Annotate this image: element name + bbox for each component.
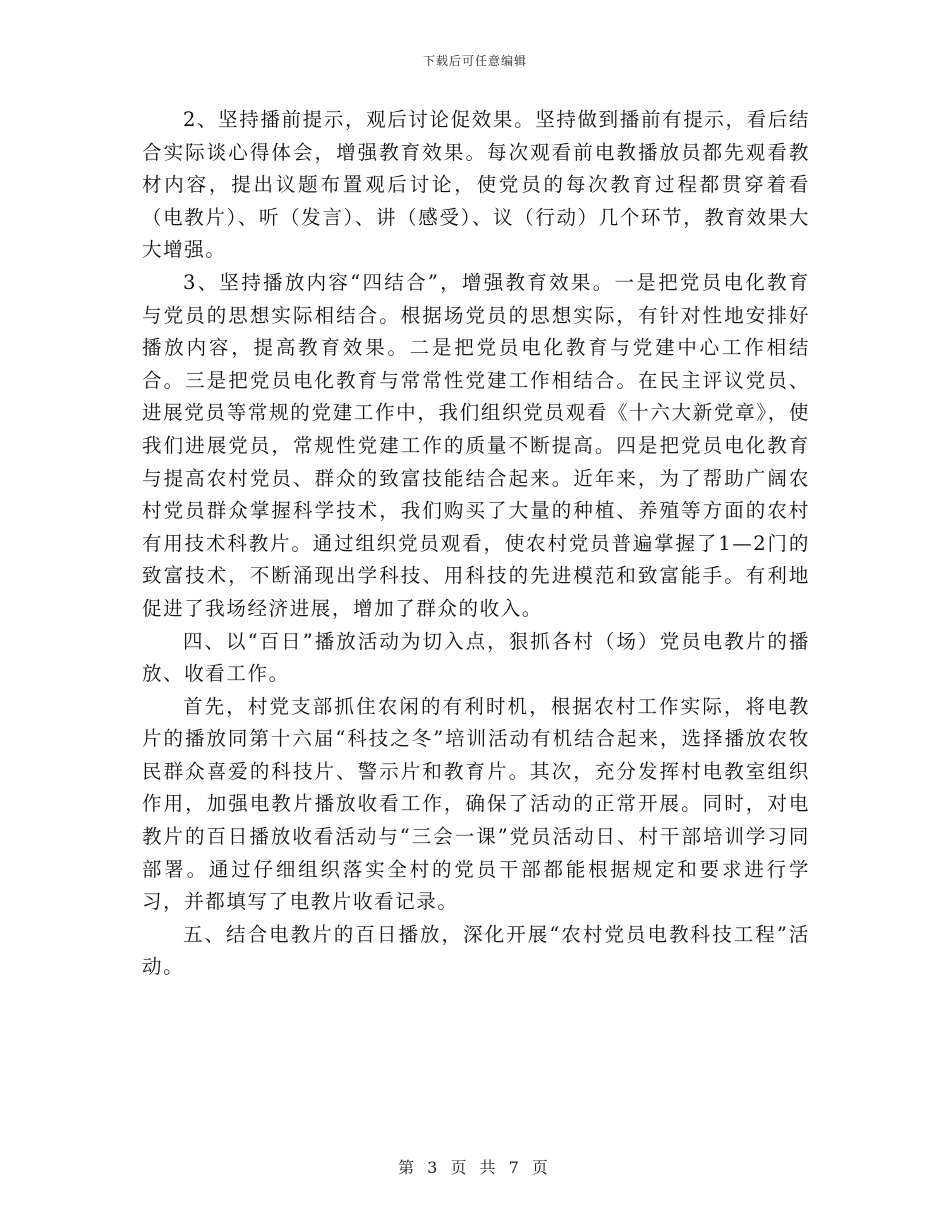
section-heading-5: 五、结合电教片的百日播放，深化开展“农村党员电教科技工程”活动。 — [142, 922, 810, 979]
paragraph-item-3: 3、坚持播放内容“四结合”，增强教育效果。一是把党员电化教育与党员的思想实际相结合。根据场党员的思想实际，有针对性地安排好播放内容，提高教育效果。二是把党员电化教育与党建中心工作相结合。三是把党员电化教育与常常性党建工作相结合。在民主评议党员、进展党员等常规的党建工作中，我们组织党员观看《十六大新党章》，使我们进展党员，常规性党建工作的质量不断提高。四是把党员电化教育与提高农村党员、群众的致富技能结合起来。近年来，为了帮助广阔农村党员群众掌握科学技术，我们购买了大量的种植、养殖等方面的农村有用技术科教片。通过组织党员观看，使农村党员普遍掌握了1—2门的致富技术，不断涌现出学科技、用科技的先进模范和致富能手。有利地促进了我场经济进展，增加了群众的收入。 — [142, 270, 810, 620]
header-note: 下载后可任意编辑 — [422, 54, 527, 68]
paragraph-item-2: 2、坚持播前提示，观后讨论促效果。坚持做到播前有提示，看后结合实际谈心得体会，增强教育效果。每次观看前电教播放员都先观看教材内容，提出议题布置观后讨论，使党员的每次教育过程都贯穿着看（电教片）、听（发言）、讲（感受）、议（行动）几个环节，教育效果大大增强。 — [142, 108, 810, 262]
paragraph-section-4-body: 首先，村党支部抓住农闲的有利时机，根据农村工作实际，将电教片的播放同第十六届“科技之冬”培训活动有机结合起来，选择播放农牧民群众喜爱的科技片、警示片和教育片。其次，充分发挥村电教室组织作用，加强电教片播放收看工作，确保了活动的正常开展。同时，对电教片的百日播放收看活动与“三会一课”党员活动日、村干部培训学习同部署。通过仔细组织落实全村的党员干部都能根据规定和要求进行学习，并都填写了电教片收看记录。 — [142, 694, 810, 914]
section-heading-4: 四、以“百日”播放活动为切入点，狠抓各村（场）党员电教片的播放、收看工作。 — [142, 629, 810, 686]
page-number: 第 3 页 共 7 页 — [398, 1158, 552, 1177]
document-body — [142, 104, 810, 984]
